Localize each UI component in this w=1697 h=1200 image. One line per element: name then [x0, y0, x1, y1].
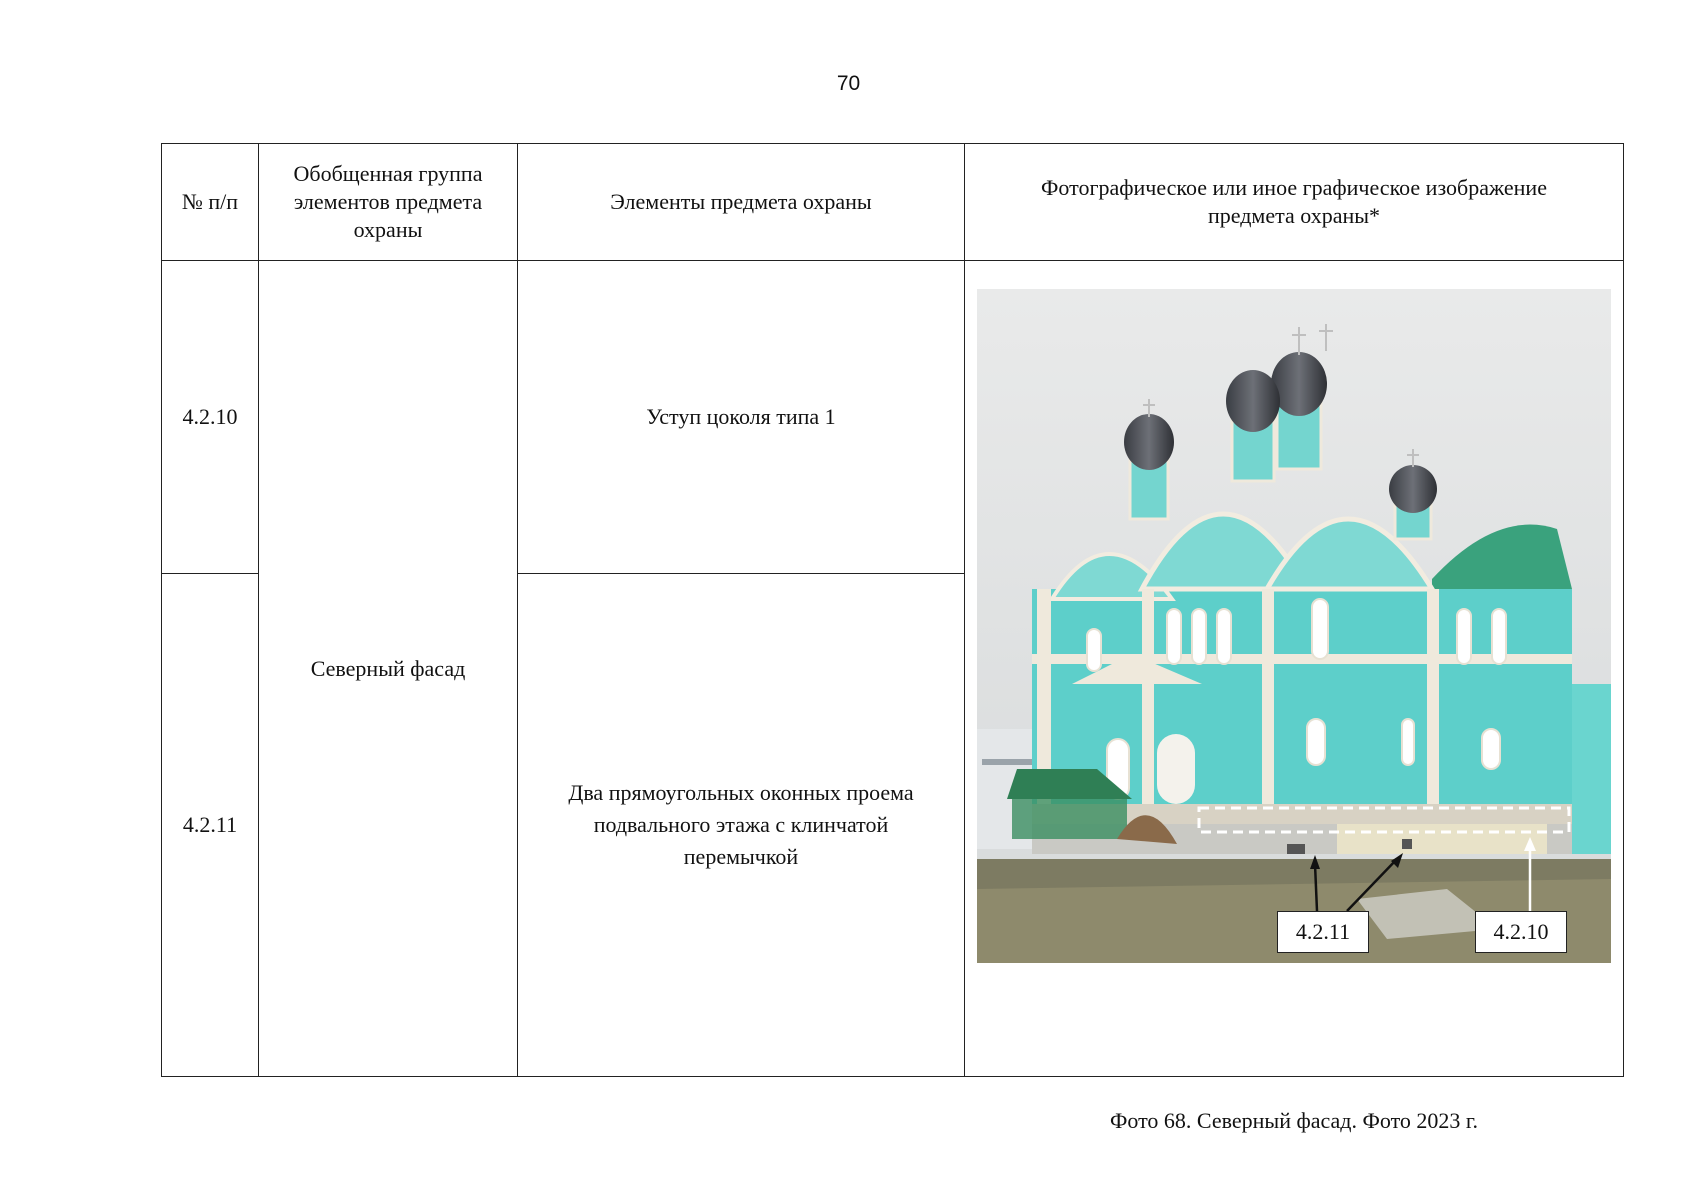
group-cell: Северный фасад — [259, 261, 518, 1077]
facade-photo — [977, 289, 1611, 963]
row-num: 4.2.11 — [162, 574, 259, 1077]
header-group: Обобщенная группа элементов предмета охраны — [259, 144, 518, 261]
photo-cell — [965, 261, 1624, 1133]
row-element: Уступ цоколя типа 1 — [518, 261, 965, 574]
row-element: Два прямоугольных оконных проема подвального этажа с клинчатой перемычкой — [518, 574, 965, 1077]
protection-elements-table — [161, 143, 1624, 1133]
page-number: 70 — [836, 72, 861, 95]
church-photo-illustration — [977, 289, 1611, 963]
header-elements: Элементы предмета охраны — [518, 144, 965, 261]
header-num: № п/п — [162, 144, 259, 261]
photo-caption: Фото 68. Северный фасад. Фото 2023 г. — [1110, 1108, 1478, 1133]
table-header-row — [162, 144, 1624, 261]
table-row — [162, 261, 1624, 574]
header-image: Фотографическое или иное графическое изображение предмета охраны* — [965, 144, 1624, 261]
row-num: 4.2.10 — [162, 261, 259, 574]
callout-4-2-11: 4.2.11 — [1277, 911, 1369, 953]
callout-4-2-10: 4.2.10 — [1475, 911, 1567, 953]
